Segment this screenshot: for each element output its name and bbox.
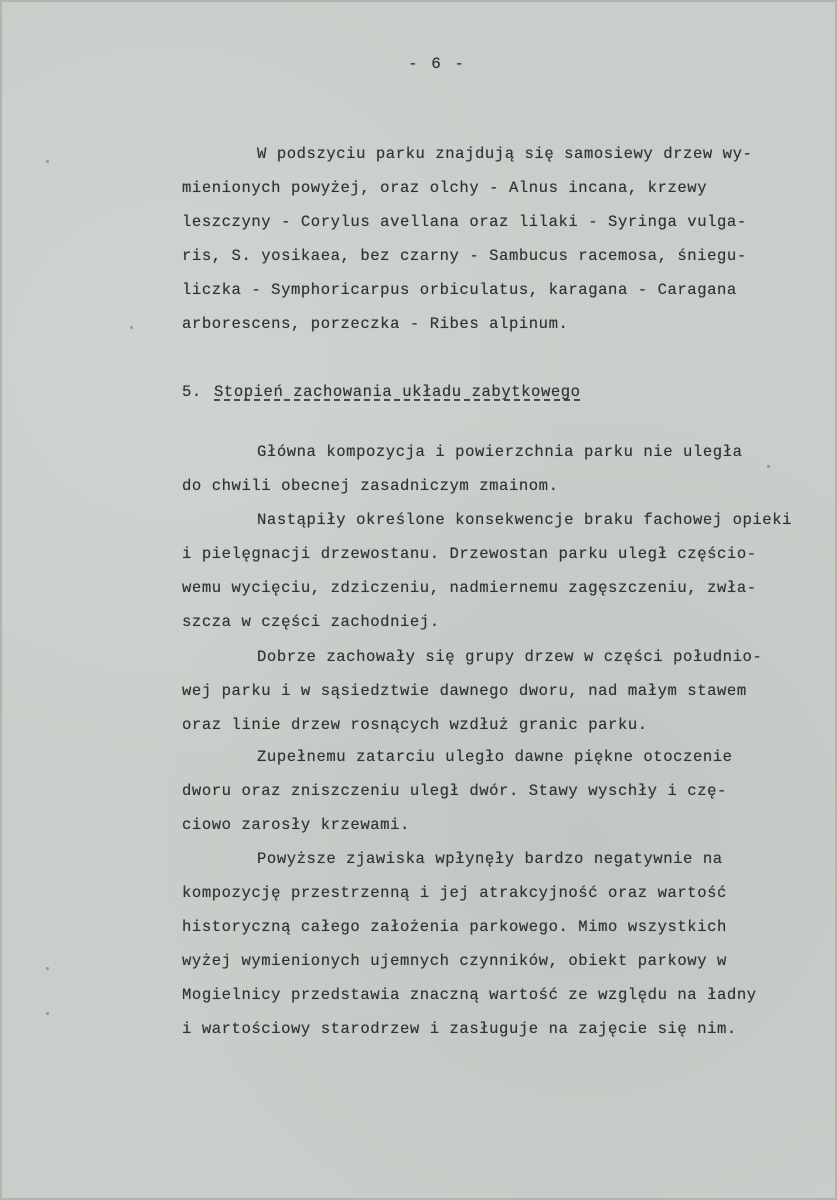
paragraph-5-line-2: dworu oraz zniszczeniu uległ dwór. Stawy wyschły i czę- bbox=[182, 782, 727, 800]
paragraph-6-line-3: historyczną całego założenia parkowego. Mimo wszystkich bbox=[182, 918, 727, 936]
paper-speck bbox=[46, 1012, 49, 1015]
paragraph-1-line-2: mienionych powyżej, oraz olchy - Alnus incana, krzewy bbox=[182, 179, 708, 197]
paragraph-4-line-3: oraz linie drzew rosnących wzdłuż granic parku. bbox=[182, 716, 648, 734]
paragraph-2-line-2: do chwili obecnej zasadniczym zmainom. bbox=[182, 477, 559, 495]
paper-speck bbox=[767, 465, 770, 468]
paper-speck bbox=[46, 160, 49, 163]
paragraph-1-line-5: liczka - Symphoricarpus orbiculatus, karagana - Caragana bbox=[182, 281, 737, 299]
paragraph-1-line-1: W podszyciu parku znajdują się samosiewy drzew wy- bbox=[257, 145, 753, 163]
section-number: 5. bbox=[182, 383, 202, 401]
paragraph-5-line-1: Zupełnemu zatarciu uległo dawne piękne otoczenie bbox=[257, 748, 733, 766]
paragraph-6-line-2: kompozycję przestrzenną i jej atrakcyjność oraz wartość bbox=[182, 884, 727, 902]
paragraph-1-line-4: ris, S. yosikaea, bez czarny - Sambucus racemosa, śniegu- bbox=[182, 247, 747, 265]
paragraph-1-line-3: leszczyny - Corylus avellana oraz lilaki - Syringa vulga- bbox=[182, 213, 747, 231]
paragraph-3-line-3: wemu wycięciu, zdziczeniu, nadmiernemu zagęszczeniu, zwła- bbox=[182, 579, 757, 597]
paper-speck bbox=[130, 326, 133, 329]
paragraph-4-line-2: wej parku i w sąsiedztwie dawnego dworu, nad małym stawem bbox=[182, 682, 747, 700]
paragraph-6-line-6: i wartościowy starodrzew i zasługuje na zajęcie się nim. bbox=[182, 1020, 737, 1038]
paragraph-2-line-1: Główna kompozycja i powierzchnia parku nie uległa bbox=[257, 443, 743, 461]
paragraph-1-line-6: arborescens, porzeczka - Ribes alpinum. bbox=[182, 315, 569, 333]
paragraph-5-line-3: ciowo zarosły krzewami. bbox=[182, 816, 410, 834]
paragraph-6-line-5: Mogielnicy przedstawia znaczną wartość ze względu na ładny bbox=[182, 986, 757, 1004]
paper-speck bbox=[46, 967, 49, 970]
paragraph-3-line-4: szcza w części zachodniej. bbox=[182, 613, 440, 631]
paragraph-6-line-1: Powyższe zjawiska wpłynęły bardzo negatywnie na bbox=[257, 850, 723, 868]
paragraph-3-line-2: i pielęgnacji drzewostanu. Drzewostan parku uległ częścio- bbox=[182, 545, 757, 563]
paragraph-3-line-1: Nastąpiły określone konsekwencje braku fachowej opieki bbox=[257, 511, 793, 529]
paragraph-6-line-4: wyżej wymienionych ujemnych czynników, obiekt parkowy w bbox=[182, 952, 727, 970]
page-number: - 6 - bbox=[408, 55, 467, 73]
section-title: Stopień zachowania układu zabytkowego bbox=[214, 383, 581, 401]
paragraph-4-line-1: Dobrze zachowały się grupy drzew w części południo- bbox=[257, 648, 763, 666]
